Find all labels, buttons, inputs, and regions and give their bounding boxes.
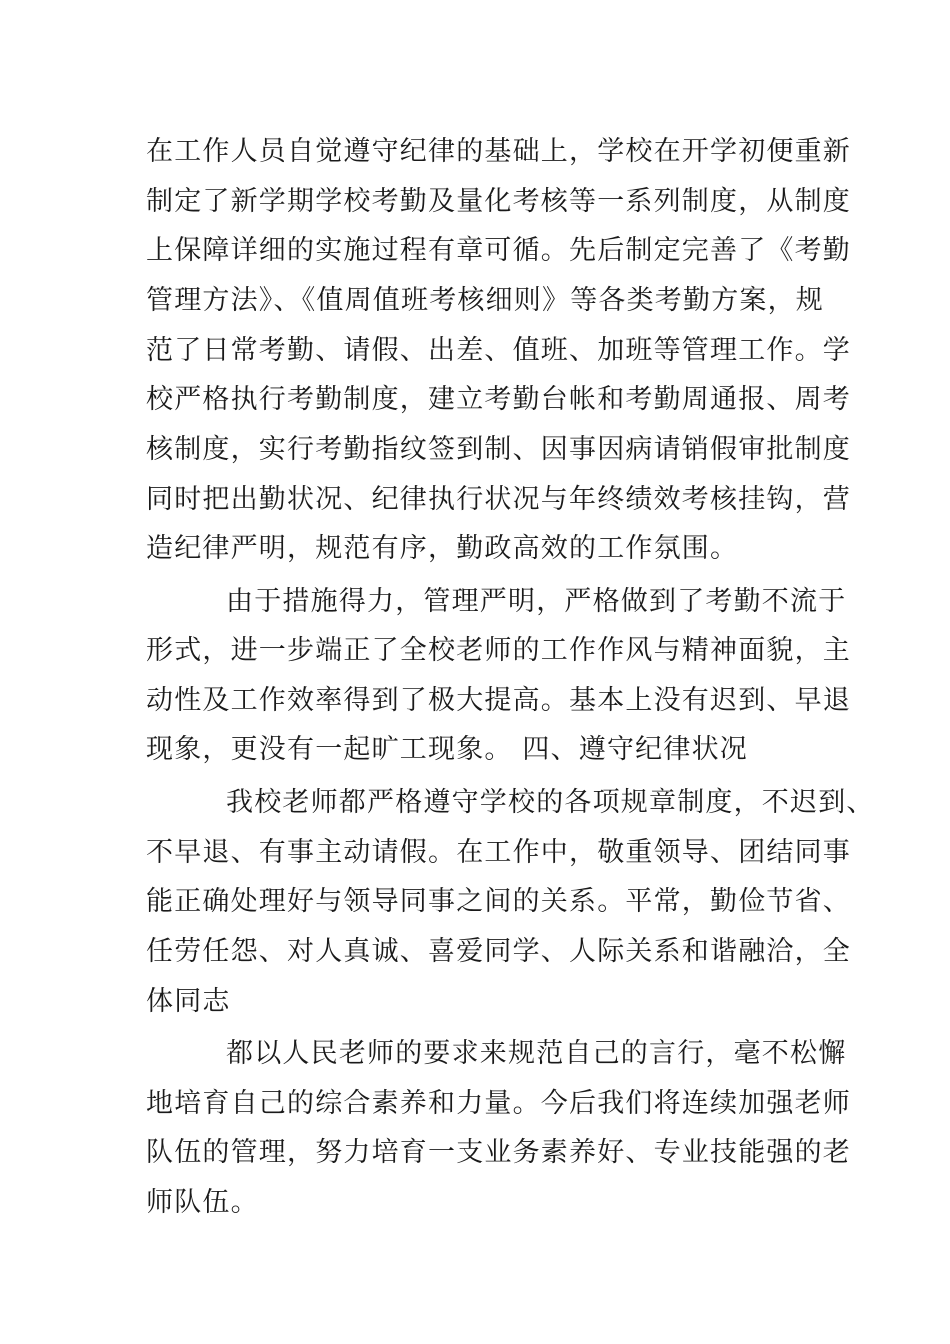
text-line: 体同志 [146, 986, 231, 1017]
text-line: 范了日常考勤、请假、出差、值班、加班等管理工作。学 [146, 335, 851, 366]
text-line: 形式，进一步端正了全校老师的工作作风与精神面貌，主 [146, 635, 851, 666]
text-line: 校严格执行考勤制度，建立考勤台帐和考勤周通报、周考 [146, 384, 851, 415]
text-line: 能正确处理好与领导同事之间的关系。平常，勤俭节省、 [146, 886, 851, 917]
text-line: 地培育自己的综合素养和力量。今后我们将连续加强老师 [146, 1088, 851, 1119]
paragraph-first-line: 都以人民老师的要求来规范自己的言行，毫不松懈 [226, 1038, 847, 1069]
text-line: 核制度，实行考勤指纹签到制、因事因病请销假审批制度 [146, 434, 851, 465]
text-line: 在工作人员自觉遵守纪律的基础上，学校在开学初便重新 [146, 136, 851, 167]
text-line: 上保障详细的实施过程有章可循。先后制定完善了《考勤 [146, 235, 851, 266]
text-line: 现象，更没有一起旷工现象。 四、遵守纪律状况 [146, 734, 748, 765]
text-line: 造纪律严明，规范有序，勤政高效的工作氛围。 [146, 533, 739, 564]
text-line: 动性及工作效率得到了极大提高。基本上没有迟到、早退 [146, 685, 851, 716]
text-line: 师队伍。 [146, 1187, 259, 1218]
text-line: 任劳任怨、对人真诚、喜爱同学、人际关系和谐融洽，全 [146, 936, 851, 967]
paragraph-first-line: 由于措施得力，管理严明，严格做到了考勤不流于 [226, 586, 847, 617]
text-line: 管理方法》、《值周值班考核细则》等各类考勤方案，规 [146, 285, 824, 316]
paragraph-first-line: 我校老师都严格遵守学校的各项规章制度，不迟到、 [226, 787, 875, 818]
text-line: 同时把出勤状况、纪律执行状况与年终绩效考核挂钩，营 [146, 484, 851, 515]
text-line: 不早退、有事主动请假。在工作中，敬重领导、团结同事 [146, 837, 851, 868]
text-line: 制定了新学期学校考勤及量化考核等一系列制度，从制度 [146, 186, 851, 217]
text-line: 队伍的管理，努力培育一支业务素养好、专业技能强的老 [146, 1137, 851, 1168]
